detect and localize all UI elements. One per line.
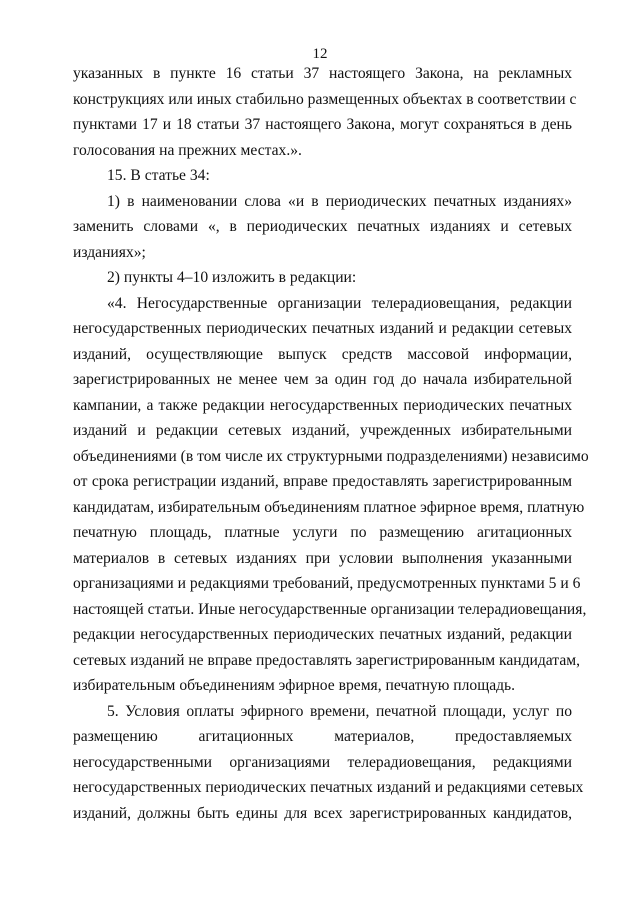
text-line: материалов в сетевых изданиях при условии выполнения указанными <box>73 549 572 567</box>
text-line: изданиях»; <box>73 243 146 261</box>
text-line: кампании, а также редакции негосударственных периодических печатных <box>73 396 572 414</box>
text-line: от срока регистрации изданий, вправе предоставлять зарегистрированным <box>73 473 572 490</box>
text-line: негосударственных периодических печатных изданий и редакциями сетевых <box>73 779 584 796</box>
paragraph <box>73 699 584 827</box>
text-line: заменить словами «, в периодических печатных изданиях и сетевых <box>73 218 572 235</box>
paragraph <box>73 189 572 266</box>
text-line: сетевых изданий не вправе предоставлять зарегистрированным кандидатам, <box>73 651 581 669</box>
text-line: организациями и редакциями требований, предусмотренных пунктами 5 и 6 <box>73 575 581 592</box>
text-line: объединениями (в том числе их структурными подразделениями) независимо <box>73 447 589 465</box>
document-body <box>73 61 589 826</box>
text-line: негосударственными организациями телерадиовещания, редакциями <box>73 753 572 771</box>
text-line: изданий и редакции сетевых изданий, учрежденных избирательными <box>73 422 572 439</box>
text-line: конструкциях или иных стабильно размещенных объектах в соответствии с <box>73 90 577 108</box>
text-line: 5. Условия оплаты эфирного времени, печатной площади, услуг по <box>107 702 572 720</box>
text-line: настоящей статьи. Иные негосударственные организации телерадиовещания, <box>73 600 587 618</box>
text-line: 15. В статье 34: <box>107 167 210 184</box>
text-line: зарегистрированных не менее чем за один год до начала избирательной <box>73 371 572 388</box>
paragraph <box>73 163 572 189</box>
text-line: негосударственных периодических печатных изданий и редакции сетевых <box>73 320 572 337</box>
text-line: 1) в наименовании слова «и в периодических печатных изданиях» <box>107 192 572 210</box>
text-line: голосования на прежних местах.». <box>73 141 302 159</box>
text-line: 2) пункты 4–10 изложить в редакции: <box>107 269 357 286</box>
text-line: кандидатам, избирательным объединениям платное эфирное время, платную <box>73 498 585 516</box>
page-number: 12 <box>312 46 328 62</box>
text-line: указанных в пункте 16 статьи 37 настоящего Закона, на рекламных <box>73 65 572 82</box>
paragraph <box>73 291 589 699</box>
text-line: печатную площадь, платные услуги по размещению агитационных <box>73 524 572 541</box>
text-line: избирательным объединениям эфирное время, печатную площадь. <box>73 677 516 694</box>
text-line: редакции негосударственных периодических печатных изданий, редакции <box>73 626 572 643</box>
text-line: изданий, должны быть едины для всех зарегистрированных кандидатов, <box>73 804 572 822</box>
text-line: размещению агитационных материалов, предоставляемых <box>73 728 572 745</box>
text-line: пунктами 17 и 18 статьи 37 настоящего Закона, могут сохраняться в день <box>73 116 572 133</box>
paragraph <box>73 265 572 291</box>
text-line: изданий, осуществляющие выпуск средств массовой информации, <box>73 345 572 363</box>
paragraph <box>73 61 577 163</box>
text-line: «4. Негосударственные организации телерадиовещания, редакции <box>107 294 572 312</box>
